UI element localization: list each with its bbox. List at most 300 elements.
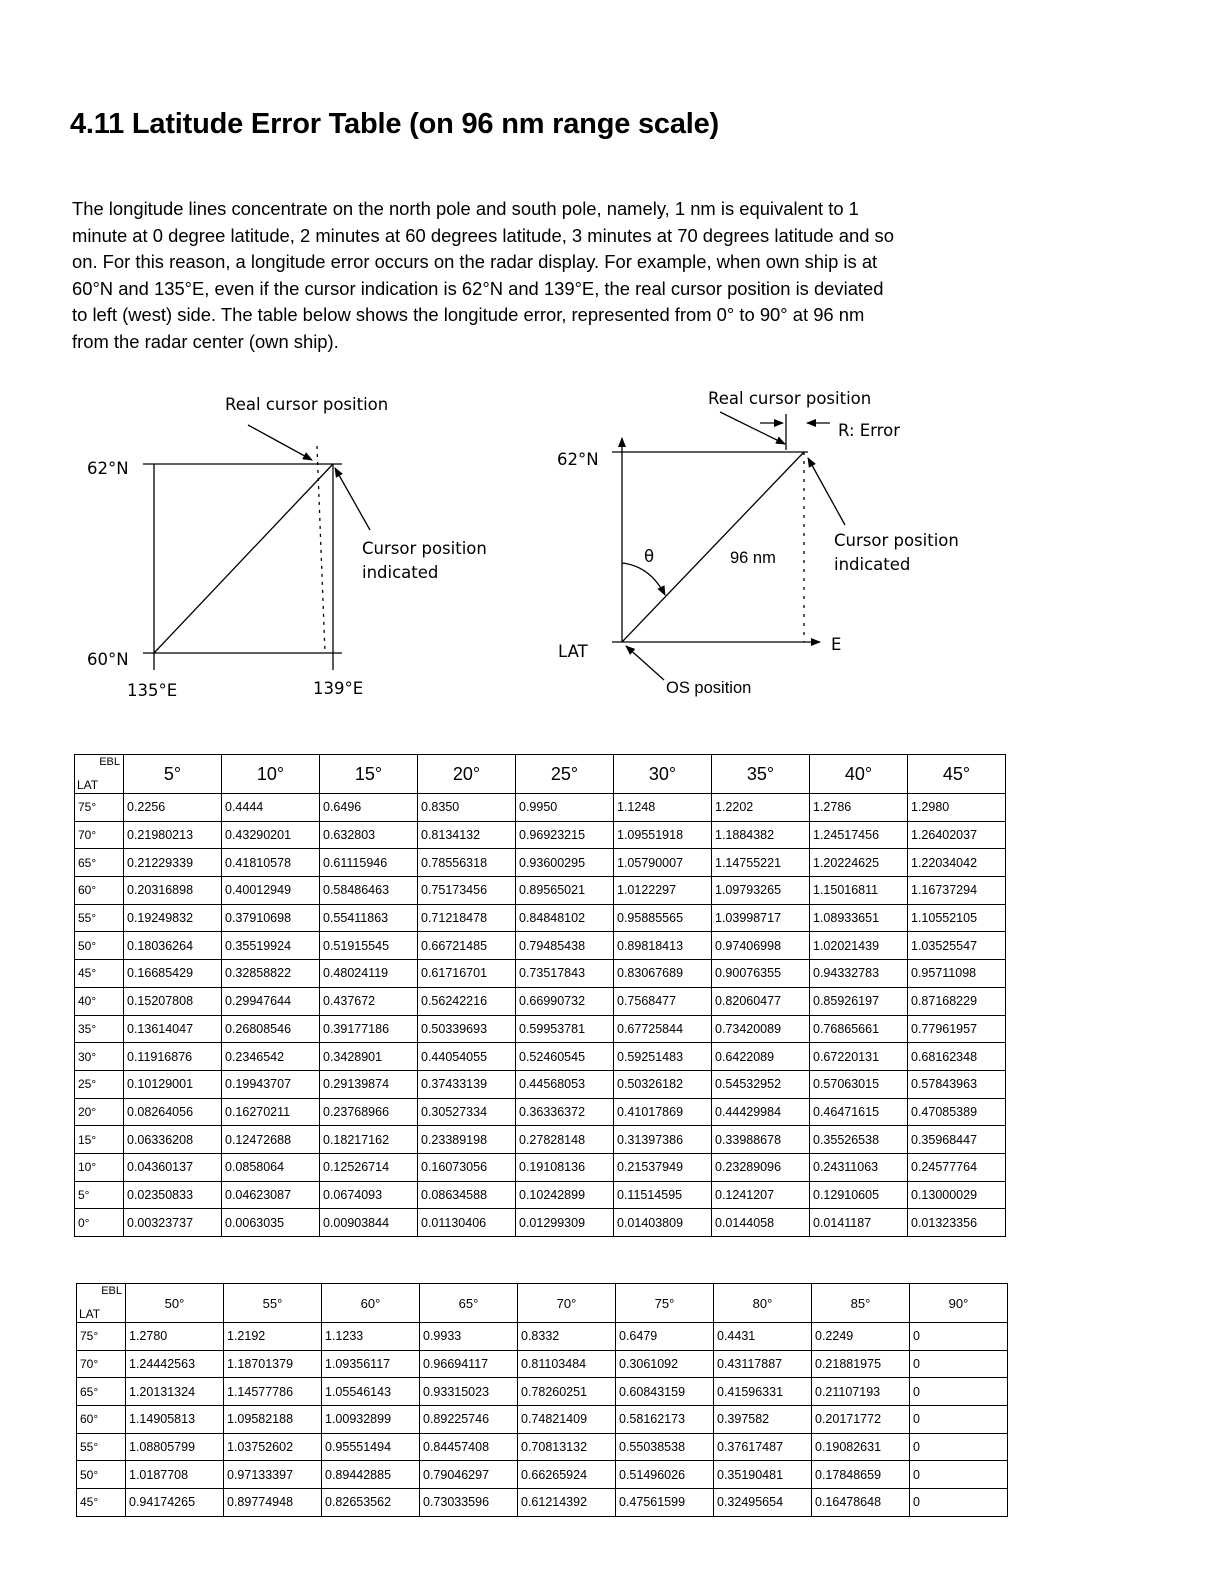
right-distance-label: 96 nm: [730, 549, 776, 567]
lat-label: LAT: [79, 1307, 101, 1321]
error-value-cell: 0.84848102: [516, 904, 614, 932]
error-value-cell: 0.2346542: [222, 1043, 320, 1071]
error-value-cell: 0.44429984: [712, 1098, 810, 1126]
row-latitude-cell: 5°: [75, 1181, 124, 1209]
error-value-cell: 1.0122297: [614, 877, 712, 905]
error-value-cell: 0.97406998: [712, 932, 810, 960]
error-value-cell: 1.14905813: [126, 1406, 224, 1434]
error-value-cell: 0.43117887: [714, 1350, 812, 1378]
error-value-cell: 0.24311063: [810, 1153, 908, 1181]
left-cursor-indicated-pointer: [335, 468, 370, 530]
ebl-label: EBL: [99, 756, 120, 768]
error-value-cell: 0.01323356: [908, 1209, 1006, 1237]
error-value-cell: 1.0187708: [126, 1461, 224, 1489]
column-header: 60°: [322, 1284, 420, 1323]
error-value-cell: 0.44054055: [418, 1043, 516, 1071]
error-value-cell: 0.71218478: [418, 904, 516, 932]
error-value-cell: 0.54532952: [712, 1070, 810, 1098]
error-value-cell: 0.08264056: [124, 1098, 222, 1126]
error-value-cell: 0.12910605: [810, 1181, 908, 1209]
row-latitude-cell: 0°: [75, 1209, 124, 1237]
left-diagram: [87, 395, 487, 700]
error-value-cell: 0.94332783: [810, 960, 908, 988]
table-row: [75, 1043, 1006, 1071]
error-value-cell: 0.78556318: [418, 849, 516, 877]
intro-line: minute at 0 degree latitude, 2 minutes at 60 degrees latitude, 3 minutes at 70 degrees latitude and so: [72, 224, 894, 246]
error-value-cell: 0.52460545: [516, 1043, 614, 1071]
error-value-cell: 0.26808546: [222, 1015, 320, 1043]
right-east-label: E: [831, 635, 842, 654]
error-value-cell: 0.8332: [518, 1323, 616, 1351]
error-value-cell: 0.96923215: [516, 821, 614, 849]
table-row: [77, 1433, 1008, 1461]
error-value-cell: 1.03998717: [712, 904, 810, 932]
error-value-cell: 0.89818413: [614, 932, 712, 960]
error-value-cell: 0.0063035: [222, 1209, 320, 1237]
row-latitude-cell: 40°: [75, 987, 124, 1015]
error-value-cell: 0.35968447: [908, 1126, 1006, 1154]
error-value-cell: 0.30527334: [418, 1098, 516, 1126]
error-value-cell: 0.0858064: [222, 1153, 320, 1181]
column-header: 80°: [714, 1284, 812, 1323]
error-value-cell: 1.18701379: [224, 1350, 322, 1378]
error-value-cell: 1.08933651: [810, 904, 908, 932]
error-value-cell: 0.21881975: [812, 1350, 910, 1378]
right-theta-arc: [622, 563, 665, 595]
table-corner-cell: [75, 755, 124, 794]
left-real-cursor-label: Real cursor position: [225, 395, 389, 414]
right-theta-label: θ: [644, 547, 655, 566]
table-row: [75, 821, 1006, 849]
error-value-cell: 1.02021439: [810, 932, 908, 960]
left-real-cursor-pointer: [248, 425, 312, 460]
row-latitude-cell: 75°: [77, 1323, 126, 1351]
error-value-cell: 0.76865661: [810, 1015, 908, 1043]
error-value-cell: 0.61716701: [418, 960, 516, 988]
error-value-cell: 1.15016811: [810, 877, 908, 905]
error-value-cell: 0.21980213: [124, 821, 222, 849]
error-value-cell: 0.94174265: [126, 1489, 224, 1517]
table-row: [75, 1181, 1006, 1209]
latitude-error-table-2: [76, 1283, 1008, 1517]
left-cursor-indicated-label-2: indicated: [362, 563, 439, 582]
error-value-cell: 0.55411863: [320, 904, 418, 932]
error-value-cell: 0.32495654: [714, 1489, 812, 1517]
error-value-cell: 0.31397386: [614, 1126, 712, 1154]
table-row: [75, 849, 1006, 877]
right-cursor-indicated-label-2: indicated: [834, 555, 911, 574]
latitude-error-table-1: [74, 754, 1006, 1237]
error-value-cell: 0: [910, 1461, 1008, 1489]
right-real-cursor-label: Real cursor position: [708, 389, 872, 408]
column-header: 30°: [614, 755, 712, 794]
error-value-cell: 0.57843963: [908, 1070, 1006, 1098]
error-value-cell: 0: [910, 1350, 1008, 1378]
column-header: 75°: [616, 1284, 714, 1323]
error-value-cell: 0.7568477: [614, 987, 712, 1015]
error-value-cell: 0.9933: [420, 1323, 518, 1351]
error-value-cell: 1.2980: [908, 794, 1006, 822]
error-value-cell: 0.47561599: [616, 1489, 714, 1517]
right-lat-top-label: 62°N: [557, 450, 599, 469]
row-latitude-cell: 25°: [75, 1070, 124, 1098]
error-value-cell: 0.58486463: [320, 877, 418, 905]
row-latitude-cell: 55°: [75, 904, 124, 932]
error-value-cell: 0.01403809: [614, 1209, 712, 1237]
error-value-cell: 0.39177186: [320, 1015, 418, 1043]
column-header: 5°: [124, 755, 222, 794]
error-value-cell: 0.0674093: [320, 1181, 418, 1209]
error-value-cell: 1.08805799: [126, 1433, 224, 1461]
error-value-cell: 1.05546143: [322, 1378, 420, 1406]
error-value-cell: 0.00323737: [124, 1209, 222, 1237]
column-header: 85°: [812, 1284, 910, 1323]
error-value-cell: 1.2192: [224, 1323, 322, 1351]
table-row: [75, 1126, 1006, 1154]
error-value-cell: 1.1884382: [712, 821, 810, 849]
table-header-row: [75, 755, 1006, 794]
error-value-cell: 0.77961957: [908, 1015, 1006, 1043]
error-value-cell: 0.40012949: [222, 877, 320, 905]
column-header: 40°: [810, 755, 908, 794]
error-value-cell: 1.03752602: [224, 1433, 322, 1461]
error-value-cell: 0.73033596: [420, 1489, 518, 1517]
error-value-cell: 0.23768966: [320, 1098, 418, 1126]
error-value-cell: 0.35519924: [222, 932, 320, 960]
error-value-cell: 0.8350: [418, 794, 516, 822]
column-header: 55°: [224, 1284, 322, 1323]
error-value-cell: 1.16737294: [908, 877, 1006, 905]
table-row: [75, 932, 1006, 960]
error-value-cell: 1.2202: [712, 794, 810, 822]
error-diagrams: [0, 380, 1224, 710]
error-value-cell: 0.18217162: [320, 1126, 418, 1154]
error-value-cell: 0.33988678: [712, 1126, 810, 1154]
error-value-cell: 1.10552105: [908, 904, 1006, 932]
error-value-cell: 0.437672: [320, 987, 418, 1015]
table-row: [75, 1153, 1006, 1181]
error-value-cell: 0.15207808: [124, 987, 222, 1015]
error-value-cell: 0.1241207: [712, 1181, 810, 1209]
error-value-cell: 0.85926197: [810, 987, 908, 1015]
error-value-cell: 1.09356117: [322, 1350, 420, 1378]
error-value-cell: 0.84457408: [420, 1433, 518, 1461]
right-os-pointer: [626, 646, 664, 680]
section-title: 4.11 Latitude Error Table (on 96 nm range scale): [70, 108, 720, 140]
error-value-cell: 1.09551918: [614, 821, 712, 849]
error-value-cell: 0.37910698: [222, 904, 320, 932]
error-value-cell: 1.22034042: [908, 849, 1006, 877]
row-latitude-cell: 50°: [75, 932, 124, 960]
table-row: [75, 1070, 1006, 1098]
error-value-cell: 0.96694117: [420, 1350, 518, 1378]
intro-paragraph: [72, 196, 1007, 355]
error-value-cell: 0.93315023: [420, 1378, 518, 1406]
error-value-cell: 1.26402037: [908, 821, 1006, 849]
error-value-cell: 0.93600295: [516, 849, 614, 877]
error-value-cell: 0.21107193: [812, 1378, 910, 1406]
error-value-cell: 0.6496: [320, 794, 418, 822]
error-value-cell: 0.67725844: [614, 1015, 712, 1043]
error-value-cell: 0.74821409: [518, 1406, 616, 1434]
column-header: 45°: [908, 755, 1006, 794]
error-value-cell: 0.75173456: [418, 877, 516, 905]
error-value-cell: 0.01299309: [516, 1209, 614, 1237]
table-row: [75, 960, 1006, 988]
error-value-cell: 0.0141187: [810, 1209, 908, 1237]
error-value-cell: 0.20316898: [124, 877, 222, 905]
column-header: 15°: [320, 755, 418, 794]
error-value-cell: 0.89442885: [322, 1461, 420, 1489]
row-latitude-cell: 70°: [75, 821, 124, 849]
column-header: 65°: [420, 1284, 518, 1323]
row-latitude-cell: 65°: [77, 1378, 126, 1406]
error-value-cell: 0.57063015: [810, 1070, 908, 1098]
error-value-cell: 0.29947644: [222, 987, 320, 1015]
error-value-cell: 0.12526714: [320, 1153, 418, 1181]
error-value-cell: 0.29139874: [320, 1070, 418, 1098]
error-value-cell: 0.04623087: [222, 1181, 320, 1209]
table-header-row: [77, 1284, 1008, 1323]
error-value-cell: 0.89565021: [516, 877, 614, 905]
error-value-cell: 0.58162173: [616, 1406, 714, 1434]
error-value-cell: 0.10129001: [124, 1070, 222, 1098]
error-value-cell: 0.48024119: [320, 960, 418, 988]
error-value-cell: 0.17848659: [812, 1461, 910, 1489]
error-value-cell: 0.632803: [320, 821, 418, 849]
error-value-cell: 0.79485438: [516, 932, 614, 960]
error-value-cell: 0.16073056: [418, 1153, 516, 1181]
error-value-cell: 0.81103484: [518, 1350, 616, 1378]
lat-label: LAT: [77, 778, 99, 792]
error-value-cell: 0: [910, 1378, 1008, 1406]
error-value-cell: 1.2786: [810, 794, 908, 822]
error-value-cell: 1.24442563: [126, 1350, 224, 1378]
error-value-cell: 0.59251483: [614, 1043, 712, 1071]
error-value-cell: 0.27828148: [516, 1126, 614, 1154]
error-value-cell: 0.04360137: [124, 1153, 222, 1181]
error-value-cell: 0.70813132: [518, 1433, 616, 1461]
table-row: [75, 1015, 1006, 1043]
error-value-cell: 0.0144058: [712, 1209, 810, 1237]
error-value-cell: 0.11916876: [124, 1043, 222, 1071]
error-value-cell: 0.44568053: [516, 1070, 614, 1098]
error-value-cell: 0.01130406: [418, 1209, 516, 1237]
error-value-cell: 1.20131324: [126, 1378, 224, 1406]
left-lon-right-label: 139°E: [313, 679, 364, 698]
error-value-cell: 0.95711098: [908, 960, 1006, 988]
error-value-cell: 0: [910, 1406, 1008, 1434]
table-corner-cell: [77, 1284, 126, 1323]
error-value-cell: 0.8134132: [418, 821, 516, 849]
error-value-cell: 0.06336208: [124, 1126, 222, 1154]
table-row: [75, 877, 1006, 905]
error-value-cell: 0.19082631: [812, 1433, 910, 1461]
error-value-cell: 0.41810578: [222, 849, 320, 877]
error-value-cell: 1.09793265: [712, 877, 810, 905]
row-latitude-cell: 55°: [77, 1433, 126, 1461]
row-latitude-cell: 15°: [75, 1126, 124, 1154]
error-value-cell: 0.19943707: [222, 1070, 320, 1098]
column-header: 50°: [126, 1284, 224, 1323]
error-value-cell: 0.66721485: [418, 932, 516, 960]
table-row: [75, 987, 1006, 1015]
left-lat-top-label: 62°N: [87, 459, 129, 478]
column-header: 70°: [518, 1284, 616, 1323]
error-value-cell: 0.66990732: [516, 987, 614, 1015]
table-row: [75, 904, 1006, 932]
table-row: [75, 1098, 1006, 1126]
left-lat-bottom-label: 60°N: [87, 650, 129, 669]
error-value-cell: 0.3061092: [616, 1350, 714, 1378]
error-value-cell: 0.23289096: [712, 1153, 810, 1181]
error-value-cell: 0.89225746: [420, 1406, 518, 1434]
error-value-cell: 0.6479: [616, 1323, 714, 1351]
table-row: [75, 1209, 1006, 1237]
error-value-cell: 0.61115946: [320, 849, 418, 877]
table-row: [77, 1350, 1008, 1378]
error-value-cell: 0.68162348: [908, 1043, 1006, 1071]
error-value-cell: 0.61214392: [518, 1489, 616, 1517]
error-value-cell: 0.3428901: [320, 1043, 418, 1071]
error-value-cell: 0.10242899: [516, 1181, 614, 1209]
table-row: [75, 794, 1006, 822]
error-value-cell: 0.41017869: [614, 1098, 712, 1126]
error-value-cell: 1.14755221: [712, 849, 810, 877]
error-value-cell: 0.20171772: [812, 1406, 910, 1434]
error-value-cell: 1.03525547: [908, 932, 1006, 960]
right-diagram: [557, 389, 959, 697]
error-value-cell: 0.90076355: [712, 960, 810, 988]
error-value-cell: 0.4431: [714, 1323, 812, 1351]
row-latitude-cell: 70°: [77, 1350, 126, 1378]
error-value-cell: 0.41596331: [714, 1378, 812, 1406]
error-value-cell: 0.16270211: [222, 1098, 320, 1126]
error-value-cell: 1.14577786: [224, 1378, 322, 1406]
error-value-cell: 1.2780: [126, 1323, 224, 1351]
error-value-cell: 0.02350833: [124, 1181, 222, 1209]
column-header: 20°: [418, 755, 516, 794]
error-value-cell: 0.50326182: [614, 1070, 712, 1098]
error-value-cell: 0.12472688: [222, 1126, 320, 1154]
column-header: 10°: [222, 755, 320, 794]
right-cursor-indicated-label-1: Cursor position: [834, 531, 959, 550]
error-value-cell: 0.08634588: [418, 1181, 516, 1209]
error-value-cell: 0.56242216: [418, 987, 516, 1015]
row-latitude-cell: 60°: [75, 877, 124, 905]
table-row: [77, 1489, 1008, 1517]
left-diagonal: [154, 464, 333, 653]
error-value-cell: 0.59953781: [516, 1015, 614, 1043]
table-row: [77, 1323, 1008, 1351]
error-value-cell: 0.16478648: [812, 1489, 910, 1517]
error-value-cell: 0.47085389: [908, 1098, 1006, 1126]
error-value-cell: 0.2256: [124, 794, 222, 822]
intro-line: to left (west) side. The table below shows the longitude error, represented from 0° to 90° at 96 nm: [72, 304, 865, 325]
error-value-cell: 0.19108136: [516, 1153, 614, 1181]
error-value-cell: 0.67220131: [810, 1043, 908, 1071]
row-latitude-cell: 35°: [75, 1015, 124, 1043]
error-value-cell: 0: [910, 1323, 1008, 1351]
error-value-cell: 0.95885565: [614, 904, 712, 932]
error-value-cell: 0.83067689: [614, 960, 712, 988]
error-value-cell: 0.50339693: [418, 1015, 516, 1043]
error-value-cell: 0.36336372: [516, 1098, 614, 1126]
error-value-cell: 0.46471615: [810, 1098, 908, 1126]
error-value-cell: 0.95551494: [322, 1433, 420, 1461]
error-value-cell: 0: [910, 1433, 1008, 1461]
error-value-cell: 0.73517843: [516, 960, 614, 988]
error-value-cell: 0.13000029: [908, 1181, 1006, 1209]
row-latitude-cell: 60°: [77, 1406, 126, 1434]
row-latitude-cell: 10°: [75, 1153, 124, 1181]
error-value-cell: 0.35526538: [810, 1126, 908, 1154]
error-value-cell: 0.66265924: [518, 1461, 616, 1489]
error-value-cell: 0.79046297: [420, 1461, 518, 1489]
table-row: [77, 1378, 1008, 1406]
column-header: 35°: [712, 755, 810, 794]
error-value-cell: 0.13614047: [124, 1015, 222, 1043]
error-value-cell: 0.51915545: [320, 932, 418, 960]
error-value-cell: 0.397582: [714, 1406, 812, 1434]
error-value-cell: 1.1248: [614, 794, 712, 822]
left-cursor-indicated-label-1: Cursor position: [362, 539, 487, 558]
error-value-cell: 0.19249832: [124, 904, 222, 932]
error-value-cell: 0.23389198: [418, 1126, 516, 1154]
right-real-cursor-pointer: [720, 412, 785, 444]
error-value-cell: 0.4444: [222, 794, 320, 822]
error-value-cell: 0.43290201: [222, 821, 320, 849]
table-row: [77, 1406, 1008, 1434]
right-os-position-label: OS position: [666, 679, 752, 697]
column-header: 25°: [516, 755, 614, 794]
row-latitude-cell: 45°: [77, 1489, 126, 1517]
error-value-cell: 0.21537949: [614, 1153, 712, 1181]
error-value-cell: 1.00932899: [322, 1406, 420, 1434]
error-value-cell: 0.35190481: [714, 1461, 812, 1489]
error-value-cell: 0.00903844: [320, 1209, 418, 1237]
error-value-cell: 0.11514595: [614, 1181, 712, 1209]
error-value-cell: 0.78260251: [518, 1378, 616, 1406]
row-latitude-cell: 50°: [77, 1461, 126, 1489]
error-value-cell: 1.09582188: [224, 1406, 322, 1434]
right-cursor-indicated-pointer: [808, 458, 845, 525]
error-value-cell: 0.2249: [812, 1323, 910, 1351]
error-value-cell: 1.24517456: [810, 821, 908, 849]
row-latitude-cell: 65°: [75, 849, 124, 877]
error-value-cell: 0.9950: [516, 794, 614, 822]
error-value-cell: 0.87168229: [908, 987, 1006, 1015]
left-lon-left-label: 135°E: [127, 681, 178, 700]
error-value-cell: 0.60843159: [616, 1378, 714, 1406]
error-value-cell: 1.1233: [322, 1323, 420, 1351]
row-latitude-cell: 45°: [75, 960, 124, 988]
row-latitude-cell: 30°: [75, 1043, 124, 1071]
error-value-cell: 0.18036264: [124, 932, 222, 960]
error-value-cell: 0: [910, 1489, 1008, 1517]
error-value-cell: 0.6422089: [712, 1043, 810, 1071]
error-value-cell: 0.82653562: [322, 1489, 420, 1517]
error-value-cell: 0.51496026: [616, 1461, 714, 1489]
intro-line: 60°N and 135°E, even if the cursor indication is 62°N and 139°E, the real cursor position is deviated: [72, 277, 884, 299]
error-value-cell: 0.82060477: [712, 987, 810, 1015]
right-lat-bottom-label: LAT: [558, 642, 588, 661]
error-value-cell: 0.24577764: [908, 1153, 1006, 1181]
error-value-cell: 0.37617487: [714, 1433, 812, 1461]
column-header: 90°: [910, 1284, 1008, 1323]
error-value-cell: 1.20224625: [810, 849, 908, 877]
table-row: [77, 1461, 1008, 1489]
